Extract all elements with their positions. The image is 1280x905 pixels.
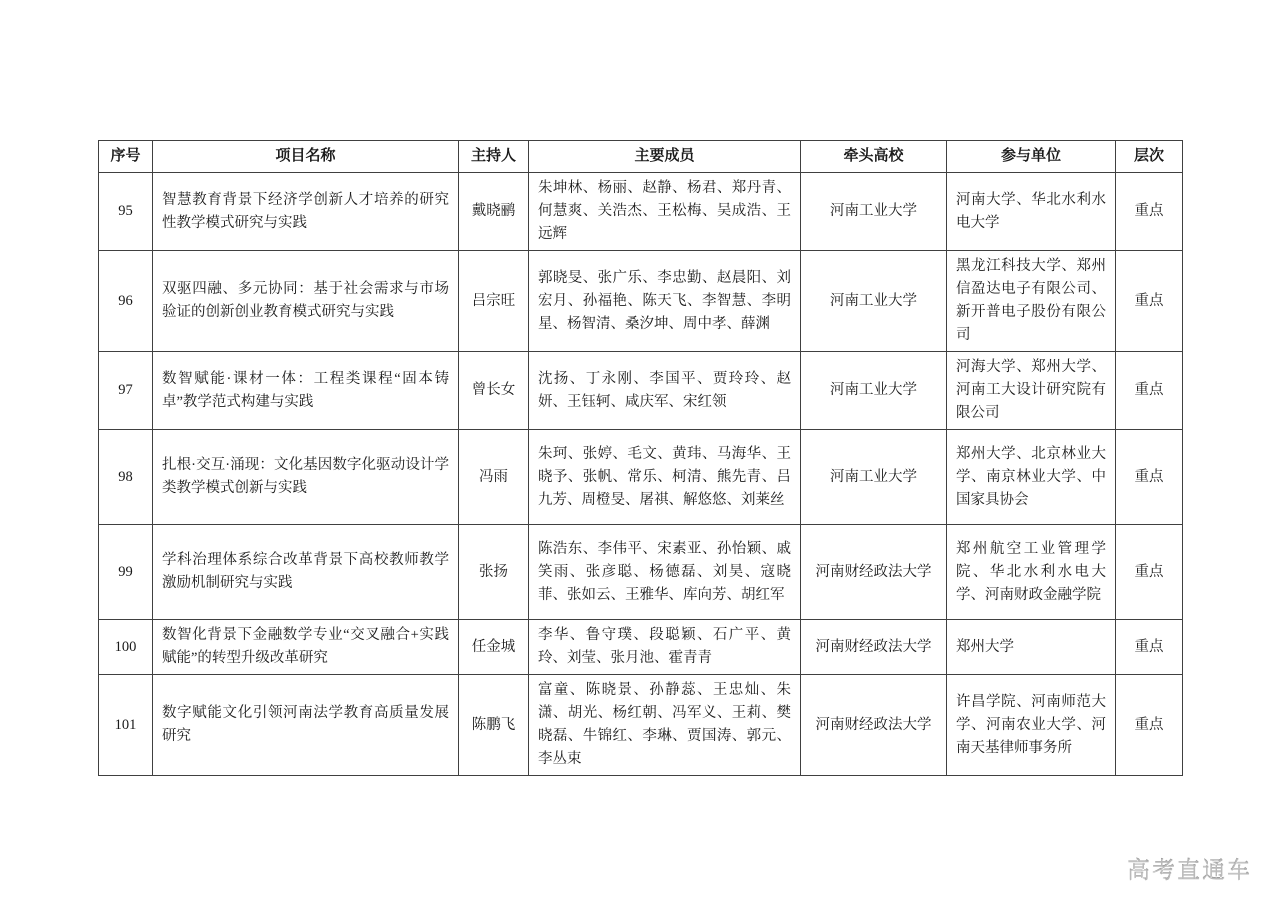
cell-university: 河南财经政法大学 — [801, 620, 947, 675]
cell-host: 曾长女 — [459, 352, 529, 430]
cell-no: 97 — [99, 352, 153, 430]
cell-no: 95 — [99, 173, 153, 251]
table-row — [99, 251, 1183, 352]
cell-members: 朱珂、张婷、毛文、黄玮、马海华、王晓予、张帆、常乐、柯清、熊先青、吕九芳、周橙旻、屠祺、解悠悠、刘莱丝 — [529, 430, 801, 525]
cell-participants: 河南大学、华北水利水电大学 — [947, 173, 1116, 251]
col-header-university: 牵头高校 — [801, 141, 947, 173]
cell-participants: 郑州航空工业管理学院、华北水利水电大学、河南财政金融学院 — [947, 525, 1116, 620]
cell-host: 陈鹏飞 — [459, 675, 529, 776]
cell-project: 数智赋能·课材一体：工程类课程“固本铸卓”教学范式构建与实践 — [153, 352, 459, 430]
cell-level: 重点 — [1116, 525, 1183, 620]
cell-university: 河南财经政法大学 — [801, 675, 947, 776]
cell-participants: 黑龙江科技大学、郑州信盈达电子有限公司、新开普电子股份有限公司 — [947, 251, 1116, 352]
cell-host: 戴晓鹂 — [459, 173, 529, 251]
cell-members: 沈扬、丁永刚、李国平、贾玲玲、赵妍、王钰轲、咸庆军、宋红领 — [529, 352, 801, 430]
cell-members: 陈浩东、李伟平、宋素亚、孙怡颖、戚笑雨、张彦聪、杨德磊、刘昊、寇晓菲、张如云、王雅华、库向芳、胡红军 — [529, 525, 801, 620]
cell-no: 98 — [99, 430, 153, 525]
cell-level: 重点 — [1116, 675, 1183, 776]
table-row — [99, 620, 1183, 675]
cell-project: 学科治理体系综合改革背景下高校教师教学激励机制研究与实践 — [153, 525, 459, 620]
cell-participants: 河海大学、郑州大学、河南工大设计研究院有限公司 — [947, 352, 1116, 430]
cell-host: 吕宗旺 — [459, 251, 529, 352]
col-header-level: 层次 — [1116, 141, 1183, 173]
watermark: 高考直通车 — [1127, 857, 1252, 883]
cell-level: 重点 — [1116, 430, 1183, 525]
col-header-host: 主持人 — [459, 141, 529, 173]
table-row — [99, 675, 1183, 776]
cell-no: 96 — [99, 251, 153, 352]
col-header-participants: 参与单位 — [947, 141, 1116, 173]
cell-project: 智慧教育背景下经济学创新人才培养的研究性教学模式研究与实践 — [153, 173, 459, 251]
cell-members: 朱坤林、杨丽、赵静、杨君、郑丹青、何慧爽、关浩杰、王松梅、吴成浩、王远辉 — [529, 173, 801, 251]
cell-participants: 郑州大学、北京林业大学、南京林业大学、中国家具协会 — [947, 430, 1116, 525]
cell-participants: 许昌学院、河南师范大学、河南农业大学、河南天基律师事务所 — [947, 675, 1116, 776]
cell-university: 河南工业大学 — [801, 352, 947, 430]
cell-level: 重点 — [1116, 251, 1183, 352]
cell-project: 数字赋能文化引领河南法学教育高质量发展研究 — [153, 675, 459, 776]
cell-no: 101 — [99, 675, 153, 776]
cell-level: 重点 — [1116, 352, 1183, 430]
table-row — [99, 430, 1183, 525]
cell-members: 富童、陈晓景、孙静蕊、王忠灿、朱潇、胡光、杨红朝、冯军义、王莉、樊晓磊、牛锦红、李琳、贾国涛、郭元、李丛束 — [529, 675, 801, 776]
cell-university: 河南工业大学 — [801, 251, 947, 352]
col-header-no: 序号 — [99, 141, 153, 173]
cell-university: 河南财经政法大学 — [801, 525, 947, 620]
cell-project: 扎根·交互·涌现：文化基因数字化驱动设计学类教学模式创新与实践 — [153, 430, 459, 525]
cell-project: 数智化背景下金融数学专业“交叉融合+实践赋能”的转型升级改革研究 — [153, 620, 459, 675]
cell-level: 重点 — [1116, 173, 1183, 251]
cell-members: 郭晓旻、张广乐、李忠勤、赵晨阳、刘宏月、孙福艳、陈天飞、李智慧、李明星、杨智清、桑汐坤、周中孝、薛渊 — [529, 251, 801, 352]
col-header-members: 主要成员 — [529, 141, 801, 173]
cell-host: 张扬 — [459, 525, 529, 620]
cell-members: 李华、鲁守璞、段聪颖、石广平、黄玲、刘莹、张月池、霍青青 — [529, 620, 801, 675]
cell-no: 100 — [99, 620, 153, 675]
table-row — [99, 352, 1183, 430]
table-row — [99, 525, 1183, 620]
table-row — [99, 173, 1183, 251]
cell-host: 冯雨 — [459, 430, 529, 525]
cell-project: 双驱四融、多元协同：基于社会需求与市场验证的创新创业教育模式研究与实践 — [153, 251, 459, 352]
cell-university: 河南工业大学 — [801, 430, 947, 525]
cell-participants: 郑州大学 — [947, 620, 1116, 675]
cell-no: 99 — [99, 525, 153, 620]
col-header-project: 项目名称 — [153, 141, 459, 173]
cell-university: 河南工业大学 — [801, 173, 947, 251]
cell-host: 任金城 — [459, 620, 529, 675]
cell-level: 重点 — [1116, 620, 1183, 675]
projects-table — [98, 140, 1183, 776]
table-header-row — [99, 141, 1183, 173]
